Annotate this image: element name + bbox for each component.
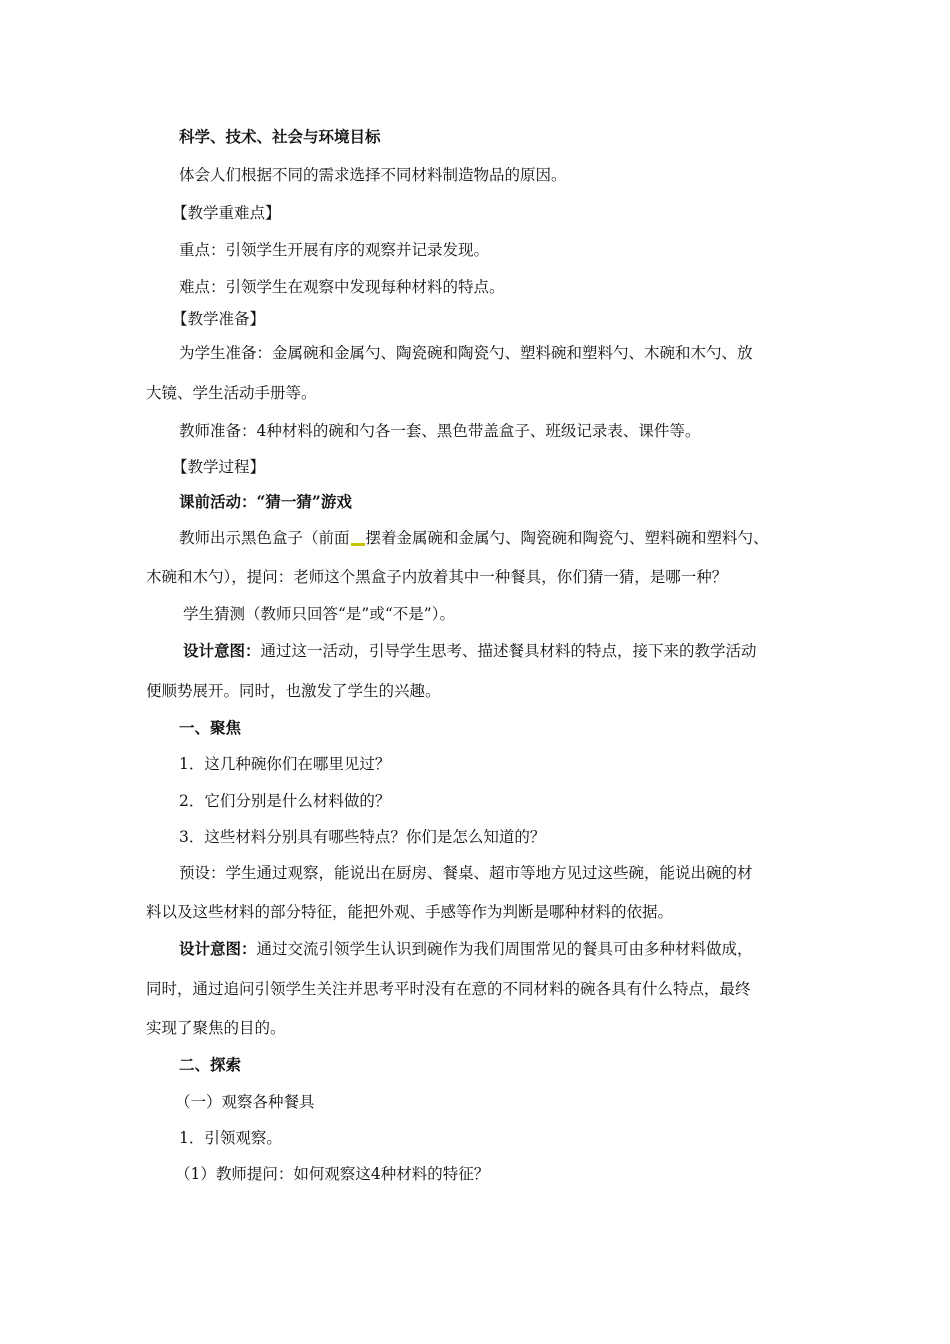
list-item: 3．这些材料分别具有哪些特点？你们是怎么知道的？ <box>179 828 546 846</box>
list-item: 1．这几种碗你们在哪里见过？ <box>179 755 391 773</box>
section-heading-key-points: 【教学重难点】 <box>172 204 281 222</box>
paragraph-line: 教师准备：4种材料的碗和勺各一套、黑色带盖盒子、班级记录表、课件等。 <box>179 422 701 440</box>
paragraph-line <box>179 528 769 548</box>
section-heading-explore: 二、探索 <box>179 1055 242 1074</box>
list-item: 2．它们分别是什么材料做的？ <box>179 792 391 810</box>
paragraph-segment: 通过交流引领学生认识到碗作为我们周围常见的餐具可由多种材料做成， <box>256 940 753 958</box>
paragraph-segment: 教师出示黑色盒子（前面 <box>179 529 350 547</box>
paragraph-line: 体会人们根据不同的需求选择不同材料制造物品的原因。 <box>179 166 567 184</box>
design-intent-label: 设计意图： <box>179 939 257 958</box>
paragraph-line: 便顺势展开。同时，也激发了学生的兴趣。 <box>146 682 441 700</box>
paragraph-line <box>179 939 753 959</box>
paragraph-line: 难点：引领学生在观察中发现每种材料的特点。 <box>179 278 505 296</box>
list-item: （1）教师提问：如何观察这4种材料的特征？ <box>175 1165 490 1183</box>
design-intent-label: 设计意图： <box>183 641 261 660</box>
paragraph-line: 为学生准备：金属碗和金属勺、陶瓷碗和陶瓷勺、塑料碗和塑料勺、木碗和木勺、放 <box>179 344 753 362</box>
activity-heading: 课前活动：“猜一猜”游戏 <box>179 492 352 511</box>
highlight-mark <box>351 543 365 546</box>
paragraph-line <box>183 641 757 661</box>
paragraph-segment: 摆着金属碗和金属勺、陶瓷碗和陶瓷勺、塑料碗和塑料勺、 <box>365 529 769 547</box>
subsection-heading: （一）观察各种餐具 <box>175 1093 315 1111</box>
paragraph-line: 木碗和木勺），提问：老师这个黑盒子内放着其中一种餐具，你们猜一猜，是哪一种？ <box>146 568 728 586</box>
paragraph-segment: 通过这一活动，引导学生思考、描述餐具材料的特点，接下来的教学活动 <box>260 642 757 660</box>
list-item: 1．引领观察。 <box>179 1129 282 1147</box>
section-heading-sts-goals: 科学、技术、社会与环境目标 <box>179 127 381 146</box>
paragraph-line: 料以及这些材料的部分特征，能把外观、手感等作为判断是哪种材料的依据。 <box>146 903 674 921</box>
paragraph-line: 大镜、学生活动手册等。 <box>146 384 317 402</box>
paragraph-line: 实现了聚焦的目的。 <box>146 1019 286 1037</box>
paragraph-line: 预设：学生通过观察，能说出在厨房、餐桌、超市等地方见过这些碗，能说出碗的材 <box>179 864 753 882</box>
paragraph-line: 重点：引领学生开展有序的观察并记录发现。 <box>179 241 490 259</box>
section-heading-process: 【教学过程】 <box>172 458 266 476</box>
paragraph-line: 同时，通过追问引领学生关注并思考平时没有在意的不同材料的碗各具有什么特点，最终 <box>146 980 751 998</box>
section-heading-preparation: 【教学准备】 <box>172 310 266 328</box>
section-heading-focus: 一、聚焦 <box>179 718 242 737</box>
paragraph-line: 学生猜测（教师只回答“是”或“不是”）。 <box>183 605 455 623</box>
